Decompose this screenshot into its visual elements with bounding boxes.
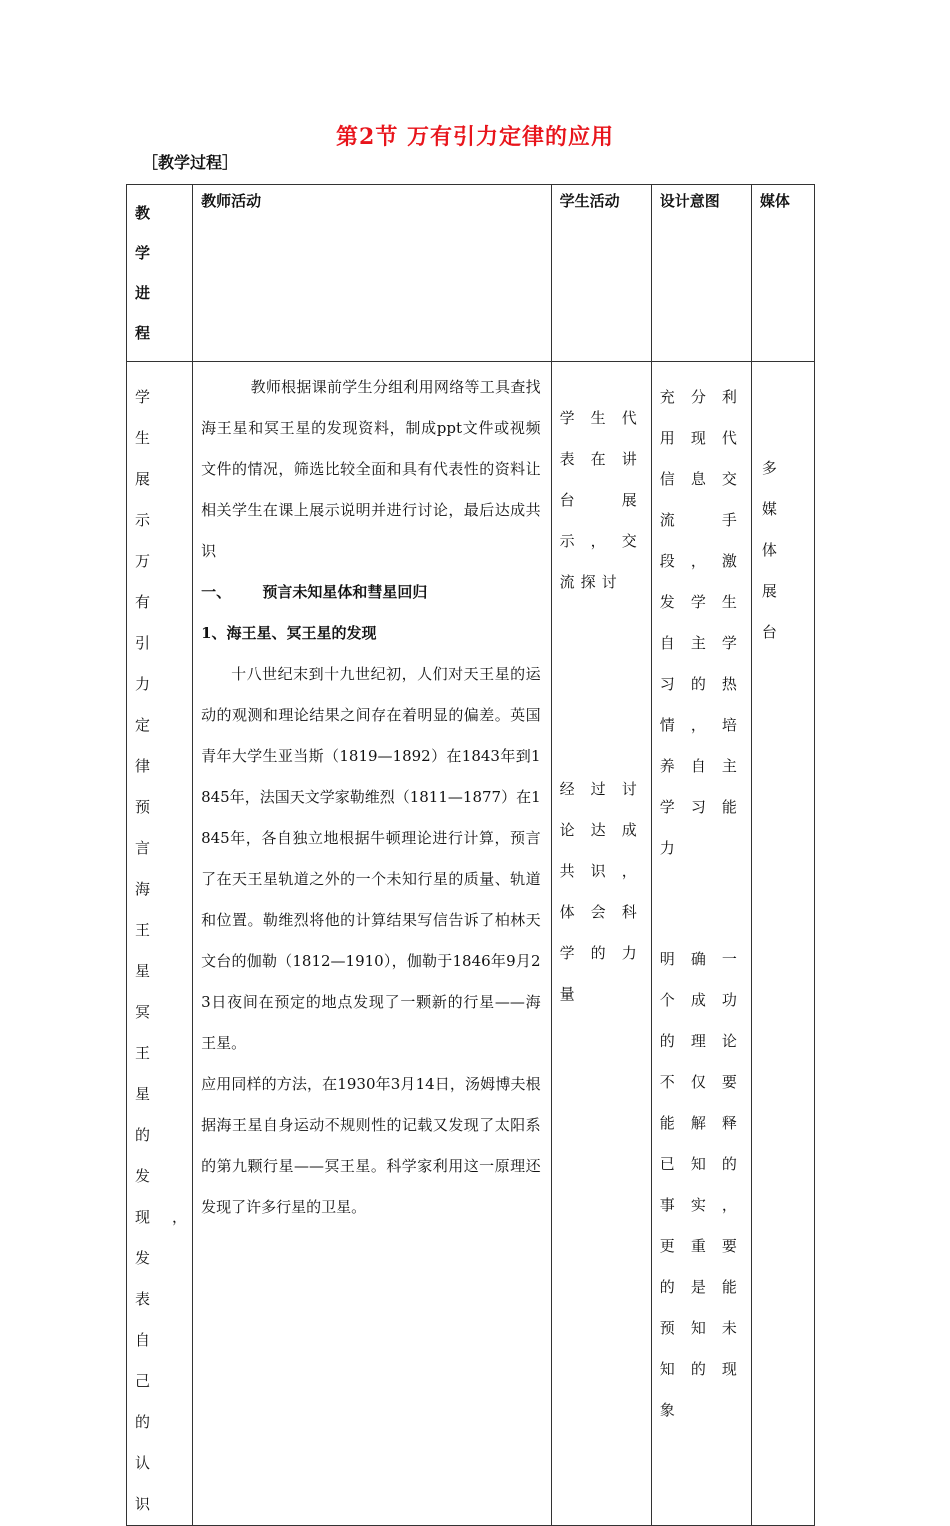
header-media: 媒体 <box>751 185 814 362</box>
teacher-intro: 教师根据课前学生分组利用网络等工具查找海王星和冥王星的发现资料，制成ppt文件或视频文件的情况，筛选比较全面和具有代表性的资料让相关学生在课上展示说明并进行讨论，最后达成共识 <box>201 378 541 560</box>
header-progress: 教 学 进程 <box>127 185 193 362</box>
page-title: 第2节 万有引力定律的应用 <box>336 124 614 150</box>
student-activity-1: 学生代表在讲台展示，交流探讨 <box>559 409 643 591</box>
header-design: 设计意图 <box>651 185 751 362</box>
cell-progress: 学生展示万有引力定律预言海王星冥王星的发现，发表自己的认识 <box>127 362 193 1526</box>
teacher-heading-1: 一、 预言未知星体和彗星回归 <box>201 583 428 601</box>
media-text: 多媒体展台 <box>761 459 791 641</box>
teacher-paragraph-2: 应用同样的方法，在1930年3月14日，汤姆博夫根据海王星自身运动不规则性的记载又发现了太阳系的第九颗行星——冥王星。科学家利用这一原理还发现了许多行星的卫星。 <box>201 1075 541 1216</box>
header-student: 学生活动 <box>551 185 651 362</box>
design-intent-2: 明确一个成功的理论不仅要能解释已知的事实，更重要的是能预知未知的现象 <box>659 950 743 1419</box>
cell-design <box>651 362 751 1526</box>
lesson-table <box>126 184 815 1526</box>
table-header-row <box>127 185 815 362</box>
teacher-heading-2: 1、海王星、冥王星的发现 <box>201 624 377 642</box>
cell-media <box>751 362 814 1526</box>
teacher-paragraph-1: 十八世纪末到十九世纪初，人们对天王星的运动的观测和理论结果之间存在着明显的偏差。英国青年大学生亚当斯（1819—1892）在1843年到1845年，法国天文学家勒维烈（1811—1877）在1845年，各自独立地根据牛顿理论进行计算，预言了在天王星轨道之外的一个未知行星的质量、轨道和位置。勒维烈将他的计算结果写信告诉了柏林天文台的伽勒（1812—1910），伽勒于1846年9月23日夜间在预定的地点发现了一颗新的行星——海王星。 <box>201 665 541 1052</box>
cell-student <box>551 362 651 1526</box>
section-label: ［教学过程］ <box>142 153 239 172</box>
cell-teacher <box>193 362 552 1526</box>
design-intent-1: 充分利用现代信息交流手段，激发学生自主学习的热情，培养自主学习能力 <box>659 388 743 857</box>
student-activity-2: 经过讨论达成共识，体会科学的力量 <box>559 780 643 1003</box>
table-row <box>127 362 815 1526</box>
header-teacher: 教师活动 <box>193 185 552 362</box>
